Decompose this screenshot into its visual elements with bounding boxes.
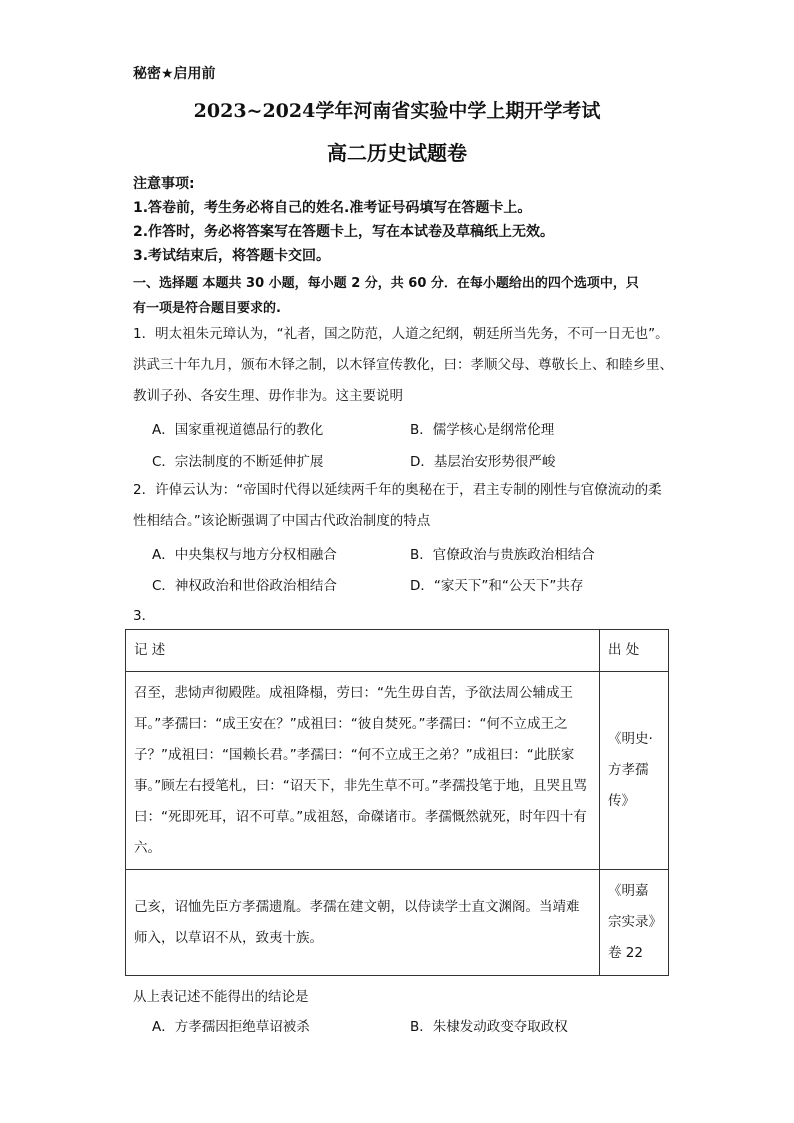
question-2-option-a[interactable]: A．中央集权与地方分权相融合 xyxy=(152,547,337,563)
exam-subtitle: 高二历史试题卷 xyxy=(327,141,467,165)
table-row xyxy=(126,870,669,976)
table-header-record: 记 述 xyxy=(126,630,600,672)
table-cell-source-2: 《明嘉宗实录》卷 22 xyxy=(600,870,669,976)
section-instructions-line1: 一、选择题 本题共 30 小题，每小题 2 分，共 60 分．在每小题给出的四个选项中，只 xyxy=(133,276,639,291)
question-2-option-d[interactable]: D．“家天下”和“公天下”共存 xyxy=(410,578,584,594)
secret-label: 秘密★启用前 xyxy=(133,66,216,82)
question-3-option-b[interactable]: B．朱棣发动政变夺取政权 xyxy=(410,1019,568,1035)
question-3-number: 3． xyxy=(133,608,156,624)
notice-heading: 注意事项: xyxy=(133,176,195,192)
exam-title: 2023~2024学年河南省实验中学上期开学考试 xyxy=(193,100,601,122)
notice-item-3: 3.考试结束后，将答题卡交回。 xyxy=(133,248,331,264)
question-1-option-c[interactable]: C．宗法制度的不断延伸扩展 xyxy=(152,454,324,470)
notice-item-2: 2.作答时，务必将答案写在答题卡上，写在本试卷及草稿纸上无效。 xyxy=(133,224,555,240)
question-3-followup: 从上表记述不能得出的结论是 xyxy=(133,989,309,1005)
table-header-source: 出 处 xyxy=(600,630,669,672)
question-1-stem: 1．明太祖朱元璋认为，“礼者，国之防范，人道之纪纲，朝廷所当先务，不可一日无也”。洪武三十年九月，颁布木铎之制，以木铎宣传教化，曰：孝顺父母、尊敬长上、和睦乡里、教训子孙、各安生理、毋作非为。这主要说明 xyxy=(133,326,673,404)
table-cell-record-2: 己亥，诏恤先臣方孝孺遗胤。孝孺在建文朝，以侍读学士直文渊阁。当靖难师入，以草诏不从，致夷十族。 xyxy=(126,870,600,976)
question-3-table xyxy=(125,629,669,976)
section-instructions-line2: 有一项是符合题目要求的. xyxy=(133,301,281,316)
table-row xyxy=(126,672,669,870)
table-cell-source-1: 《明史·方孝孺传》 xyxy=(600,672,669,870)
question-2-stem: 2．许倬云认为：“帝国时代得以延续两千年的奥秘在于，君主专制的刚性与官僚流动的柔性相结合。”该论断强调了中国古代政治制度的特点 xyxy=(133,482,662,529)
question-1-option-a[interactable]: A．国家重视道德品行的教化 xyxy=(152,422,324,438)
question-3-option-a[interactable]: A．方孝孺因拒绝草诏被杀 xyxy=(152,1019,310,1035)
question-1-option-b[interactable]: B．儒学核心是纲常伦理 xyxy=(410,422,555,438)
question-2-option-c[interactable]: C．神权政治和世俗政治相结合 xyxy=(152,578,337,594)
table-header-row xyxy=(126,630,669,672)
table-cell-record-1: 召至，悲恸声彻殿陛。成祖降榻，劳曰：“先生毋自苦，予欲法周公辅成王耳。”孝孺曰：“成王安在？”成祖曰：“彼自焚死。”孝孺曰：“何不立成王之子？”成祖曰：“国赖长君。”孝孺曰：“何不立成王之弟？”成祖曰：“此朕家事。”顾左右授笔札，曰：“诏天下，非先生草不可。”孝孺投笔于地，且哭且骂曰：“死即死耳，诏不可草。”成祖怒，命磔诸市。孝孺慨然就死，时年四十有六。 xyxy=(126,672,600,870)
notice-item-1: 1.答卷前，考生务必将自己的姓名.准考证号码填写在答题卡上。 xyxy=(133,200,532,216)
question-1-option-d[interactable]: D．基层治安形势很严峻 xyxy=(410,454,556,470)
question-2-option-b[interactable]: B．官僚政治与贵族政治相结合 xyxy=(410,547,595,563)
